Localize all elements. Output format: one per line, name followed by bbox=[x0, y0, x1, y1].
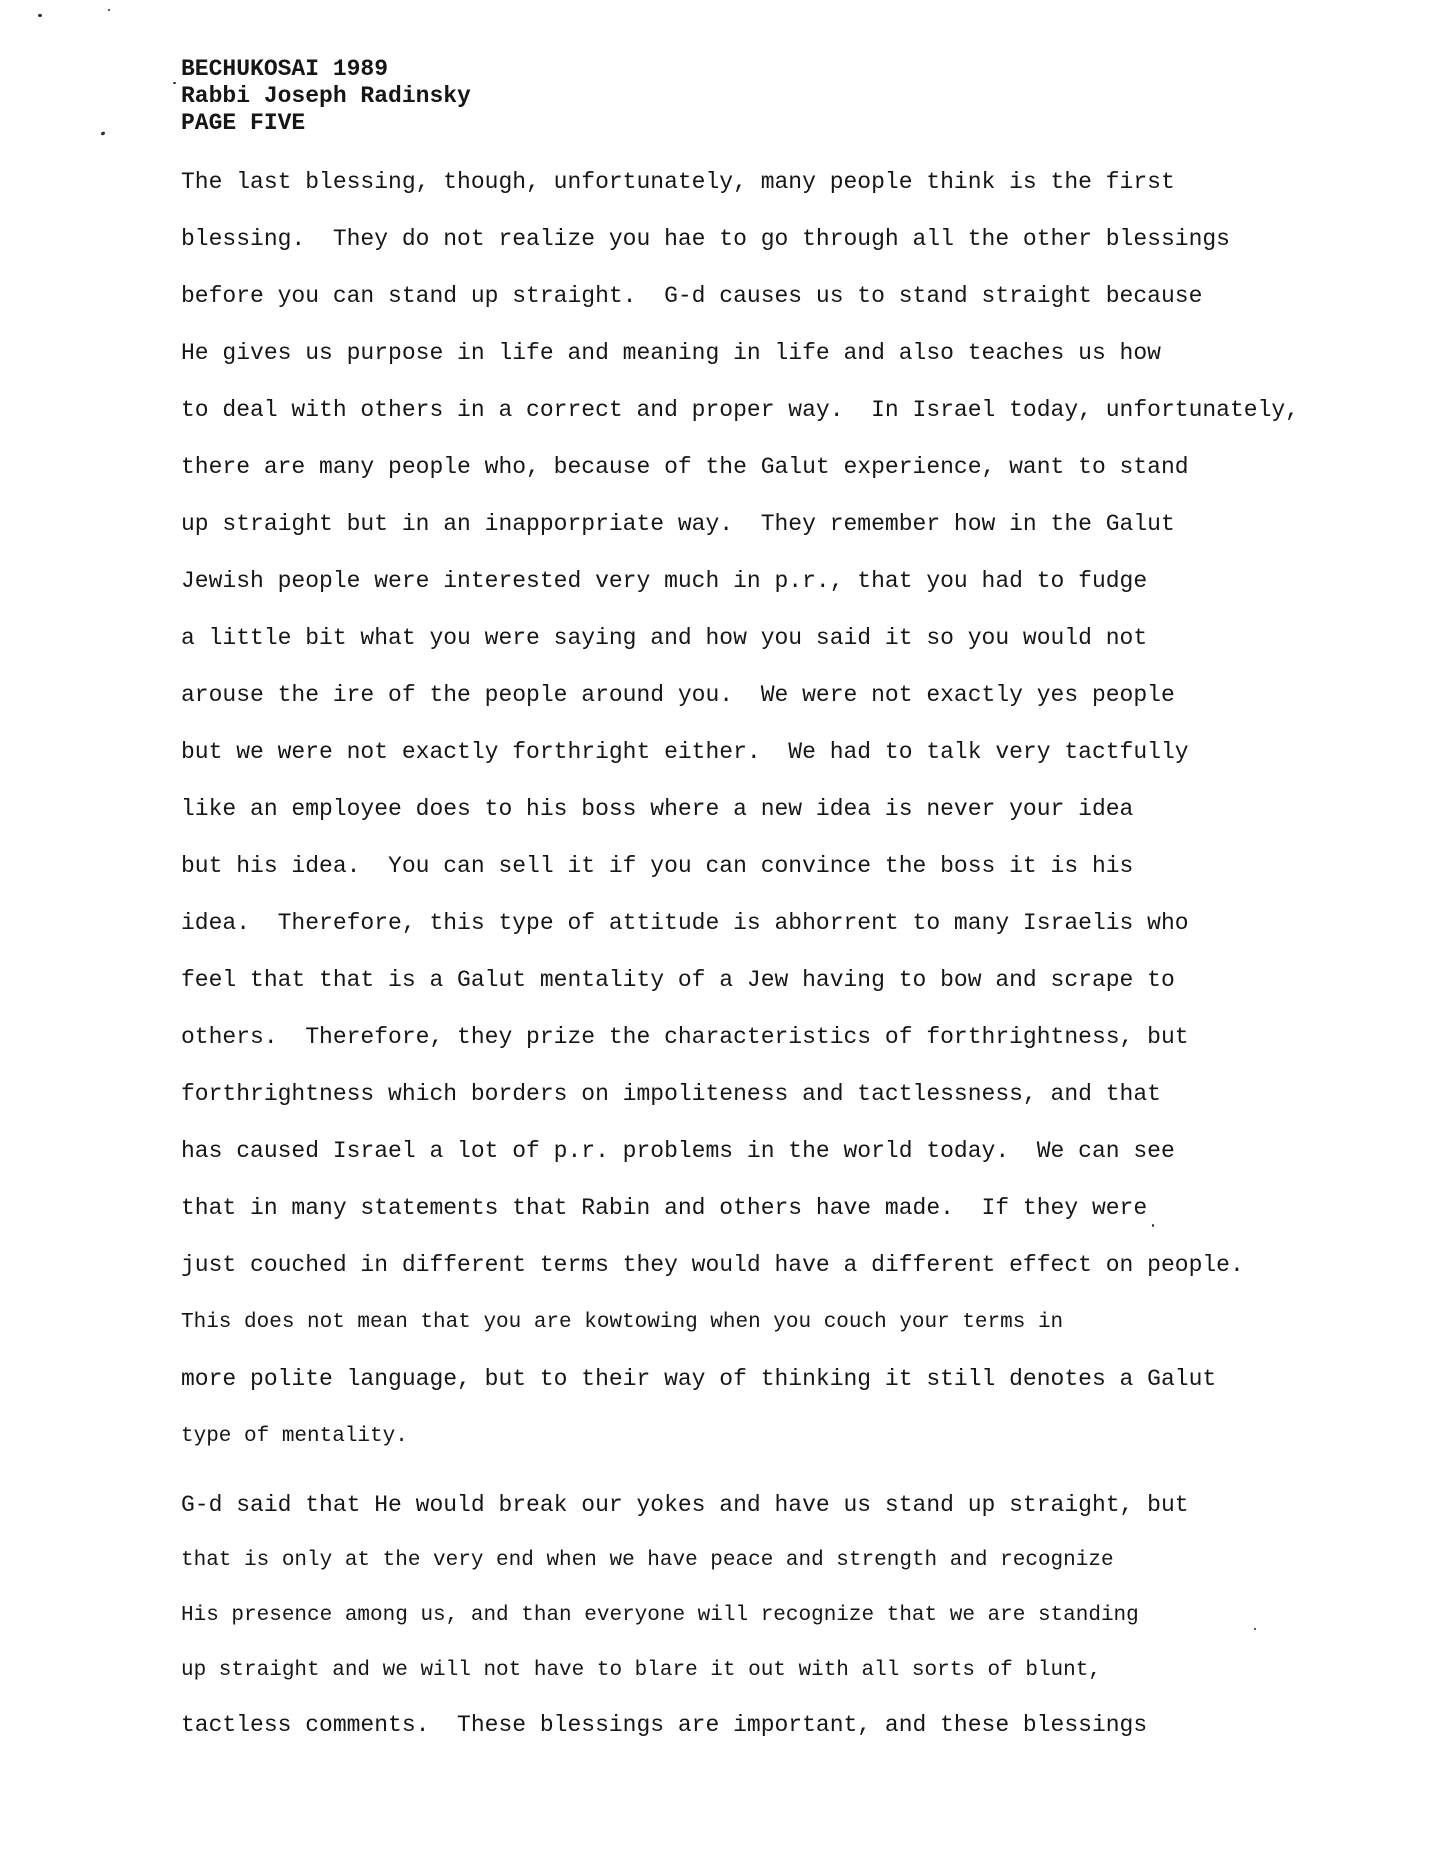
text-line: arouse the ire of the people around you. We were not exactly yes people bbox=[181, 682, 1175, 708]
text-line: more polite language, but to their way of thinking it still denotes a Galut bbox=[181, 1366, 1217, 1392]
text-line: there are many people who, because of the Galut experience, want to stand bbox=[181, 454, 1189, 480]
text-line: This does not mean that you are kowtowing when you couch your terms in bbox=[181, 1311, 1064, 1334]
text-line: up straight and we will not have to blare it out with all sorts of blunt, bbox=[181, 1659, 1101, 1682]
text-line: tactless comments. These blessings are important, and these blessings bbox=[181, 1712, 1148, 1738]
text-line: like an employee does to his boss where a new idea is never your idea bbox=[181, 796, 1134, 822]
ink-speck bbox=[108, 9, 110, 11]
text-line: that in many statements that Rabin and others have made. If they were bbox=[181, 1195, 1148, 1221]
text-line: Jewish people were interested very much in p.r., that you had to fudge bbox=[181, 568, 1148, 594]
ink-speck bbox=[101, 131, 106, 136]
paragraph-2 bbox=[181, 1478, 1381, 1753]
text-line: idea. Therefore, this type of attitude is abhorrent to many Israelis who bbox=[181, 910, 1189, 936]
document-title: BECHUKOSAI 1989 bbox=[181, 56, 389, 82]
text-line: others. Therefore, they prize the characteristics of forthrightness, but bbox=[181, 1024, 1189, 1050]
text-line: up straight but in an inapporpriate way. They remember how in the Galut bbox=[181, 511, 1175, 537]
text-line: blessing. They do not realize you hae to go through all the other blessings bbox=[181, 226, 1230, 252]
text-line: just couched in different terms they would have a different effect on people. bbox=[181, 1252, 1244, 1278]
text-line: a little bit what you were saying and how you said it so you would not bbox=[181, 625, 1148, 651]
text-line: but we were not exactly forthright either. We had to talk very tactfully bbox=[181, 739, 1189, 765]
text-line: feel that that is a Galut mentality of a Jew having to bow and scrape to bbox=[181, 967, 1175, 993]
ink-speck bbox=[38, 14, 42, 17]
ink-speck bbox=[173, 82, 176, 84]
document-header bbox=[181, 56, 471, 137]
text-line: type of mentality. bbox=[181, 1425, 408, 1448]
text-line: forthrightness which borders on impoliteness and tactlessness, and that bbox=[181, 1081, 1161, 1107]
text-line: He gives us purpose in life and meaning in life and also teaches us how bbox=[181, 340, 1161, 366]
author-line: Rabbi Joseph Radinsky bbox=[181, 83, 471, 109]
paragraph-1 bbox=[181, 154, 1381, 1465]
text-line: The last blessing, though, unfortunately, many people think is the first bbox=[181, 169, 1175, 195]
text-line: G-d said that He would break our yokes and have us stand up straight, but bbox=[181, 1492, 1189, 1518]
text-line: has caused Israel a lot of p.r. problems in the world today. We can see bbox=[181, 1138, 1175, 1164]
text-line: that is only at the very end when we have peace and strength and recognize bbox=[181, 1549, 1114, 1572]
page-number-label: PAGE FIVE bbox=[181, 110, 306, 136]
text-line: His presence among us, and than everyone will recognize that we are standing bbox=[181, 1604, 1139, 1627]
text-line: to deal with others in a correct and proper way. In Israel today, unfortunately, bbox=[181, 397, 1299, 423]
text-line: but his idea. You can sell it if you can convince the boss it is his bbox=[181, 853, 1134, 879]
text-line: before you can stand up straight. G-d causes us to stand straight because bbox=[181, 283, 1203, 309]
